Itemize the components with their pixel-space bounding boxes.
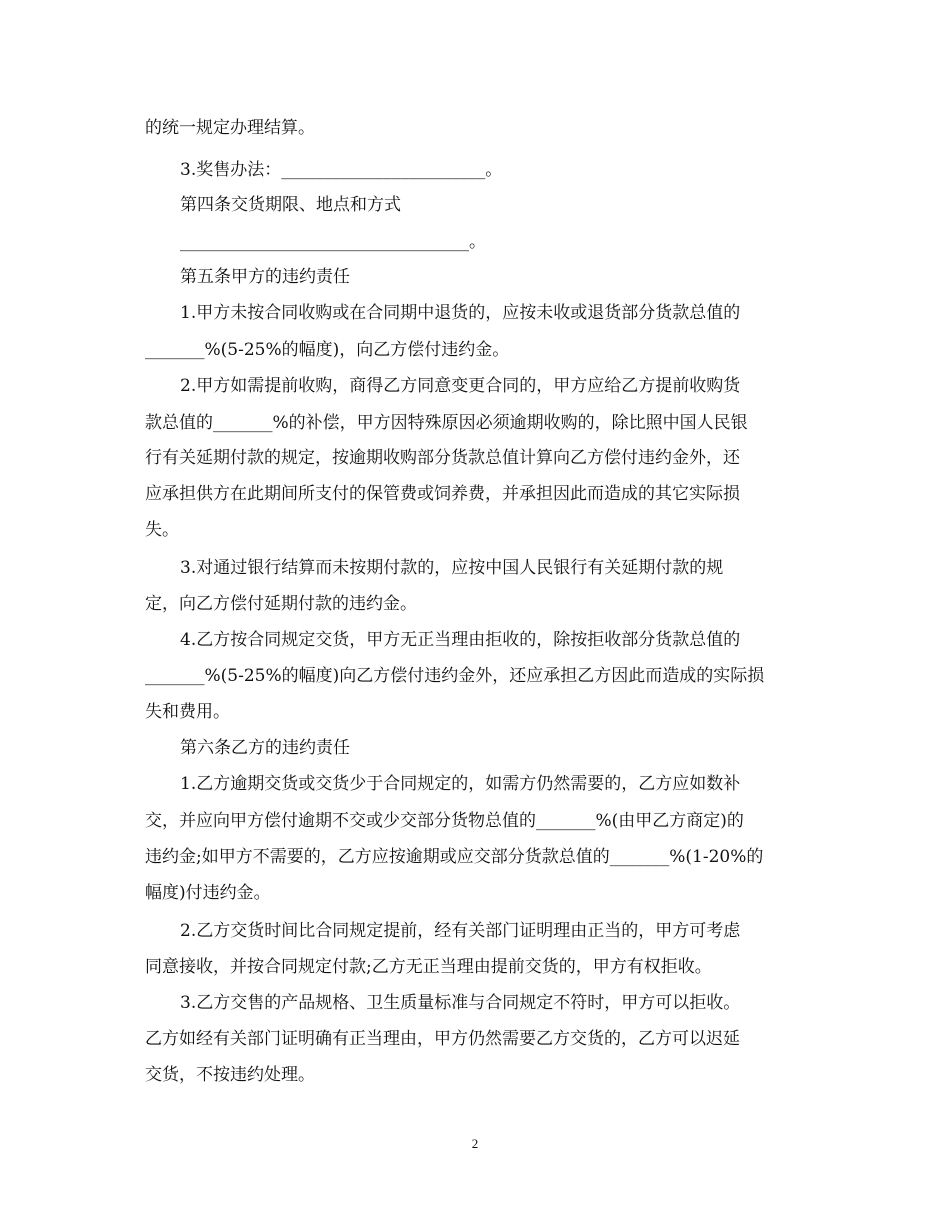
- text-line: 2.乙方交货时间比合同规定提前，经有关部门证明理由正当的，甲方可考虑: [180, 921, 741, 941]
- text-line: 交货，不按违约处理。: [145, 1065, 315, 1085]
- text-line: 3.奖售办法：________________________。: [180, 160, 503, 180]
- text-line: 1.甲方未按合同收购或在合同期中退货的，应按未收或退货部分货款总值的: [180, 303, 741, 323]
- text-line: 的统一规定办理结算。: [145, 118, 315, 138]
- text-line: _______%(5-25%的幅度)向乙方偿付违约金外，还应承担乙方因此而造成的实际损: [145, 666, 765, 686]
- text-line: 1.乙方逾期交货或交货少于合同规定的，如需方仍然需要的，乙方应如数补: [180, 774, 741, 794]
- text-line: __________________________________。: [180, 232, 486, 252]
- section-heading: 第六条乙方的违约责任: [180, 738, 350, 758]
- text-line: 幅度)付违约金。: [145, 883, 271, 903]
- text-line: 失和费用。: [145, 702, 230, 722]
- text-line: 3.乙方交售的产品规格、卫生质量标准与合同规定不符时，甲方可以拒收。: [180, 993, 741, 1013]
- section-heading: 第五条甲方的违约责任: [180, 267, 350, 287]
- text-line: 应承担供方在此期间所支付的保管费或饲养费，并承担因此而造成的其它实际损: [145, 484, 740, 504]
- text-line: 2.甲方如需提前收购，商得乙方同意变更合同的，甲方应给乙方提前收购货: [180, 376, 741, 396]
- text-line: 定，向乙方偿付延期付款的违约金。: [145, 594, 417, 614]
- text-line: 乙方如经有关部门证明确有正当理由，甲方仍然需要乙方交货的，乙方可以迟延: [145, 1029, 740, 1049]
- text-line: 3.对通过银行结算而未按期付款的，应按中国人民银行有关延期付款的规: [180, 558, 724, 578]
- text-line: 4.乙方按合同规定交货，甲方无正当理由拒收的，除按拒收部分货款总值的: [180, 630, 741, 650]
- text-line: 失。: [145, 520, 179, 540]
- text-line: 违约金;如甲方不需要的，乙方应按逾期或应交部分货款总值的_______%(1-20%的: [145, 847, 764, 867]
- text-line: _______%(5-25%的幅度)，向乙方偿付违约金。: [145, 340, 510, 360]
- page-number: 2: [471, 1136, 479, 1151]
- section-heading: 第四条交货期限、地点和方式: [180, 195, 401, 215]
- text-line: 同意接收，并按合同规定付款;乙方无正当理由提前交货的，甲方有权拒收。: [145, 957, 712, 977]
- text-line: 行有关延期付款的规定，按逾期收购部分货款总值计算向乙方偿付违约金外，还: [145, 448, 740, 468]
- text-line: 款总值的_______%的补偿，甲方因特殊原因必须逾期收购的，除比照中国人民银: [145, 413, 748, 433]
- text-line: 交，并应向甲方偿付逾期不交或少交部分货物总值的_______%(由甲乙方商定)的: [145, 811, 744, 831]
